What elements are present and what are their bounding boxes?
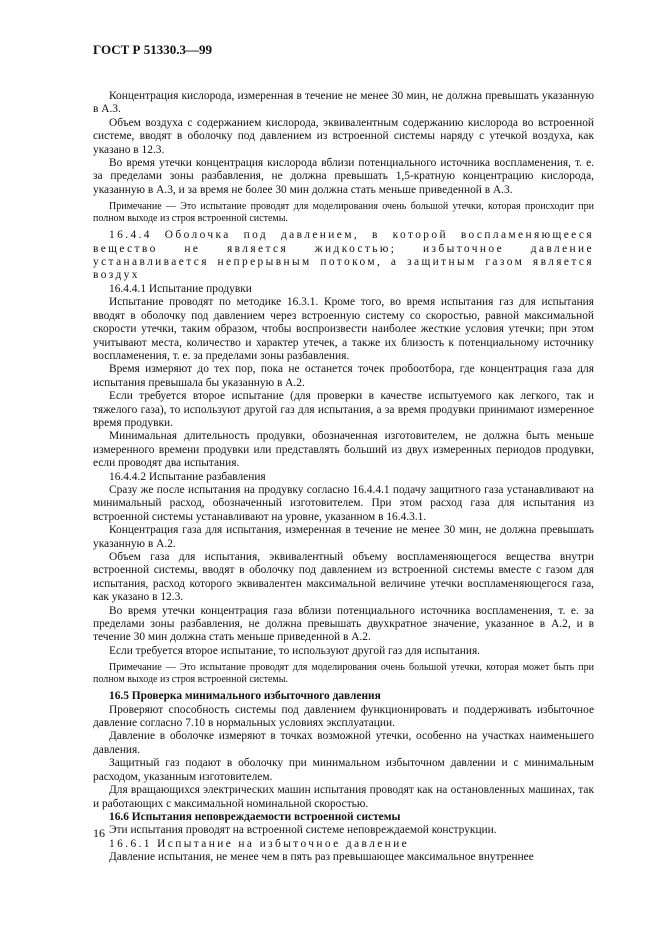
- subsection-heading: 16.4.4.1 Испытание продувки: [109, 282, 252, 295]
- paragraph: Сразу же после испытания на продувку согласно 16.4.4.1 подачу защитного газа устанавливают на минимальный расход, обозначенный изготовителем. При этом расход газа для испытания из встроенной системы устанавливают на уровне, указанном в 16.4.3.1.: [93, 483, 594, 523]
- paragraph: Для вращающихся электрических машин испытания проводят как на остановленных машинах, так и работающих с максимальной номинальной скоростью.: [93, 784, 594, 810]
- paragraph: Во время утечки концентрация кислорода вблизи потенциального источника воспламенения, т. е. за пределами зоны разбавления, не должна превышать 1,5-кратную концентрацию кислорода, указанную в А.3, и за время не более 30 мин должна стать меньше приведенной в А.3.: [93, 157, 594, 196]
- paragraph: Если требуется второе испытание (для проверки в качестве испытуемого как легкого, так и тяжелого газа), то используют другой газ для испытания, а за время продувки принимают измеренное время продувки.: [93, 390, 594, 429]
- paragraph: Концентрация газа для испытания, измеренная в течение не менее 30 мин, не должна превышать указанную в А.2.: [93, 524, 594, 550]
- document-body: [93, 90, 594, 865]
- paragraph: Если требуется второе испытание, то используют другой газ для испытания.: [109, 644, 481, 657]
- paragraph: Давление испытания, не менее чем в пять раз превышающее максимальное внутреннее: [109, 851, 534, 864]
- paragraph: Давление в оболочке измеряют в точках возможной утечки, особенно на участках наименьшего давления.: [93, 730, 594, 756]
- paragraph: Время измеряют до тех пор, пока не останется точек пробоотбора, где концентрация газа для испытания превышала бы указанную в А.2.: [93, 363, 594, 389]
- paragraph: Защитный газ подают в оболочку при минимальном избыточном давлении и с минимальным расходом, указанным изготовителем.: [93, 757, 594, 783]
- page-number: 16: [93, 826, 105, 840]
- note: Примечание — Это испытание проводят для моделирования очень большой утечки, которая происходит при полном выходе из строя встроенной системы.: [93, 201, 594, 225]
- paragraph: Испытание проводят по методике 16.3.1. Кроме того, во время испытания газ для испытания вводят в оболочку под давлением через встроенную систему со скоростью, равной максимальной скорости утечки, таким образом, чтобы воспроизвести наиболее жесткие условия утечки; при этом учитывают места, количество и характер утечек, а также их близость к потенциальному источнику воспламенения, т. е. за пределами зоны разбавления.: [93, 296, 594, 362]
- document-header: ГОСТ Р 51330.3—99: [93, 42, 212, 57]
- paragraph: Эти испытания проводят на встроенной системе неповреждаемой конструкции.: [109, 824, 497, 837]
- paragraph: Объем воздуха с содержанием кислорода, эквивалентным содержанию кислорода во встроенной системе, вводят в оболочку под давлением из встроенной системы наряду с утечкой воздуха, как указано в 12.3.: [93, 116, 594, 156]
- section-heading-16-6: 16.6 Испытания неповреждаемости встроенной системы: [109, 810, 401, 823]
- paragraph: Проверяют способность системы под давлением функционировать и поддерживать избыточное давление согласно 7.10 в нормальных условиях эксплуатации.: [93, 703, 594, 730]
- section-heading-16-4-4: 16.4.4 Оболочка под давлением, в которой воспламеняющееся вещество не является жидкостью; избыточное давление устанавливается непрерывным потоком, а защитным газом является воздух: [93, 229, 594, 282]
- subsection-heading: 16.4.4.2 Испытание разбавления: [109, 470, 266, 483]
- paragraph: Минимальная длительность продувки, обозначенная изготовителем, не должна быть меньше измеренного времени продувки или представлять больший из двух измеренных периодов продувки, если проводят два испытания.: [93, 430, 594, 470]
- subsection-heading-16-6-1: 16.6.1 Испытание на избыточное давление: [109, 837, 410, 850]
- paragraph: Объем газа для испытания, эквивалентный объему воспламеняющегося вещества внутри встроенной системы, вводят в оболочку под давлением из встроенной системы вместе с газом для испытания, расход которого эквивалентен максимальной величине утечки воспламеняющегося газа, как указано в 12.3.: [93, 551, 594, 604]
- paragraph: Концентрация кислорода, измеренная в течение не менее 30 мин, не должна превышать указанную в А.3.: [93, 90, 594, 116]
- note: Примечание — Это испытание проводят для моделирования очень большой утечки, которая может быть при полном выходе из строя встроенной системы.: [93, 662, 594, 686]
- section-heading-16-5: 16.5 Проверка минимального избыточного давления: [109, 690, 381, 703]
- paragraph: Во время утечки концентрация газа вблизи потенциального источника воспламенения, т. е. за пределами зоны разбавления, не должна превышать двухкратное значение, указанное в А.2, и в течение 30 мин должна стать меньше приведенной в А.2.: [93, 604, 594, 644]
